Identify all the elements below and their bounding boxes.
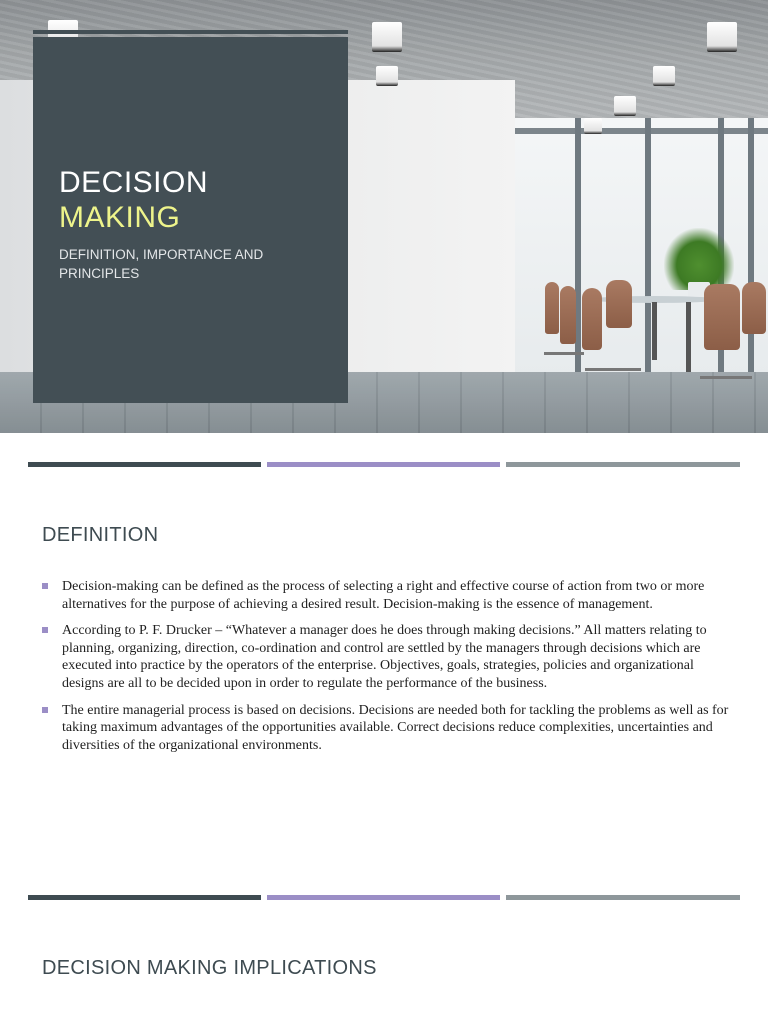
bullet-text: The entire managerial process is based on decisions. Decisions are needed both for tackling the problems as well as for taking maximum advantages of the opportunities available. Correct decisions reduce complexities, uncertainties and diversities of the organizational environments. bbox=[62, 702, 729, 753]
chair-base bbox=[544, 352, 584, 355]
bullet-item bbox=[42, 702, 732, 755]
plant-image bbox=[664, 228, 734, 290]
chair-image bbox=[742, 282, 766, 334]
square-bullet-icon bbox=[42, 583, 48, 589]
ceiling-lamp bbox=[372, 22, 402, 52]
bullet-item bbox=[42, 622, 732, 692]
table-leg bbox=[686, 302, 691, 372]
ceiling-lamp bbox=[653, 66, 675, 86]
title-line-1: DECISION bbox=[59, 166, 209, 199]
implications-heading: DECISION MAKING IMPLICATIONS bbox=[42, 957, 377, 979]
square-bullet-icon bbox=[42, 627, 48, 633]
chair-base bbox=[585, 368, 641, 371]
accent-bar-dark bbox=[28, 462, 261, 467]
definition-bullet-list bbox=[42, 578, 732, 763]
accent-bar-gray bbox=[506, 462, 740, 467]
bullet-item bbox=[42, 578, 732, 613]
definition-heading: DEFINITION bbox=[42, 524, 159, 546]
ceiling-lamp bbox=[376, 66, 398, 86]
chair-image bbox=[606, 280, 632, 328]
table-leg bbox=[652, 302, 657, 360]
hero-slide bbox=[0, 0, 768, 433]
window-beam bbox=[515, 128, 768, 134]
ceiling-lamp bbox=[614, 96, 636, 116]
chair-image bbox=[560, 286, 576, 344]
window-mullion bbox=[645, 118, 651, 376]
chair-image bbox=[704, 284, 740, 350]
chair-image bbox=[545, 282, 559, 334]
window-mullion bbox=[748, 118, 754, 376]
square-bullet-icon bbox=[42, 707, 48, 713]
accent-bar-dark bbox=[28, 895, 261, 900]
bullet-text: Decision-making can be defined as the process of selecting a right and effective course of action from two or more alternatives for the purpose of achieving a desired result. Decision-making is the essence of management. bbox=[62, 579, 705, 612]
ceiling-lamp bbox=[707, 22, 737, 52]
accent-bar-gray bbox=[506, 895, 740, 900]
bullet-text: According to P. F. Drucker – “Whatever a manager does he does through making decisions.” All matters relating to planning, organizing, direction, co-ordination and control are settled by the managers through decisions which are executed into practice by the operators of the enterprise. Objectives, goals, strategies, policies and organizational designs are all to be decided upon in order to regulate the performance of the business. bbox=[62, 623, 707, 691]
chair-image bbox=[582, 288, 602, 350]
accent-bar-purple bbox=[267, 462, 500, 467]
chair-base bbox=[700, 376, 752, 379]
accent-bar-purple bbox=[267, 895, 500, 900]
title-line-2: MAKING bbox=[59, 201, 181, 234]
title-card-stripe bbox=[33, 30, 348, 34]
ceiling-lamp bbox=[584, 118, 602, 134]
subtitle: DEFINITION, IMPORTANCE AND PRINCIPLES bbox=[59, 247, 264, 281]
